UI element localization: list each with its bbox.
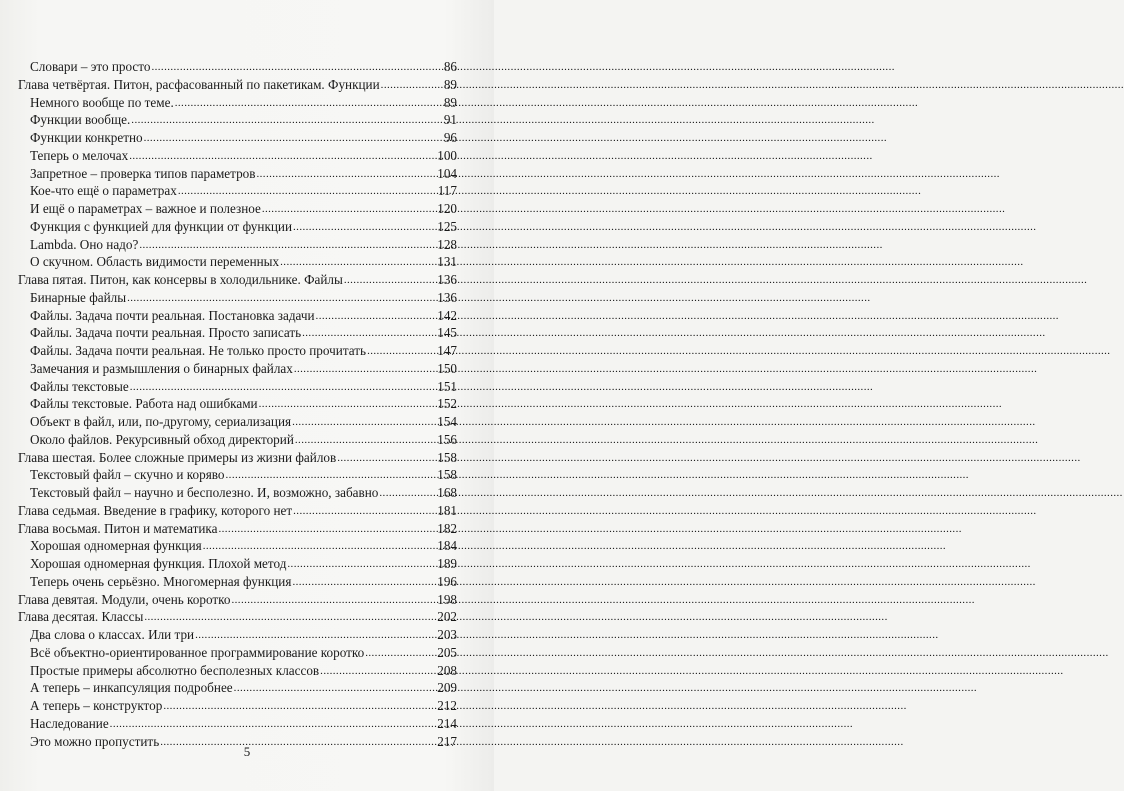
toc-section-entry (18, 129, 457, 147)
toc-entry-title: Глава шестая. Более сложные примеры из жизни файлов (18, 449, 337, 465)
toc-section-entry (18, 573, 457, 591)
toc-section-entry (18, 58, 457, 76)
toc-entry-page: 86 (443, 59, 457, 74)
toc-entry-page: 156 (437, 431, 457, 447)
toc-section-entry (18, 289, 457, 307)
toc-entry-page: 154 (437, 414, 457, 429)
toc-section-entry (18, 466, 457, 484)
toc-entry-page: 100 (437, 147, 457, 163)
toc-chapter-entry (18, 449, 457, 467)
toc-entry-page: 136 (437, 289, 457, 305)
toc-section-entry (18, 555, 457, 573)
toc-entry-title: Файлы. Задача почти реальная. Просто записать (30, 325, 302, 341)
toc-entry-title: Функции вообще. (30, 112, 131, 128)
toc-chapter-entry (18, 271, 457, 289)
toc-entry-page: 202 (437, 609, 457, 625)
toc-entry-page: 142 (437, 307, 457, 323)
toc-entry-page: 203 (437, 627, 457, 642)
toc-entry-page: 189 (437, 556, 457, 571)
toc-entry-page: 196 (437, 573, 457, 589)
toc-section-entry (18, 679, 457, 697)
toc-section-entry (18, 378, 457, 396)
toc-section-entry (18, 182, 457, 200)
toc-entry-page: 120 (437, 201, 457, 216)
toc-section-entry (18, 94, 457, 112)
toc-entry-page: 150 (437, 360, 457, 376)
toc-entry-title: Замечания и размышления о бинарных файлах (30, 360, 293, 376)
toc-entry-page: 217 (437, 733, 457, 749)
toc-entry-page: 209 (437, 680, 457, 696)
toc-section-entry (18, 484, 457, 502)
toc-entry-title: Глава девятая. Модули, очень коротко (18, 591, 231, 607)
page-number: 5 (243, 744, 251, 759)
toc-section-entry (18, 413, 457, 431)
toc-entry-title: Текстовый файл – скучно и коряво (30, 467, 225, 483)
toc-entry-page: 147 (437, 343, 457, 358)
toc-entry-title: Хорошая одномерная функция. Плохой метод (30, 556, 287, 571)
toc-entry-title: Глава седьмая. Введение в графику, которого нет (18, 502, 293, 518)
toc-section-entry (18, 360, 457, 378)
toc-entry-title: Lambda. Оно надо? (30, 236, 139, 252)
toc-entry-title: Глава пятая. Питон, как консервы в холодильнике. Файлы (18, 272, 343, 287)
toc-section-entry (18, 307, 457, 325)
toc-entry-title: Глава десятая. Классы (18, 609, 144, 625)
toc-entry-title: Хорошая одномерная функция (30, 538, 202, 554)
toc-entry-page: 96 (443, 130, 457, 145)
toc-entry-title: Глава четвёртая. Питон, расфасованный по пакетикам. Функции (18, 76, 380, 92)
toc-chapter-entry (18, 591, 457, 609)
toc-entry-title: Текстовый файл – научно и бесполезно. И, возможно, забавно (30, 485, 379, 500)
toc-entry-title: Теперь о мелочах (30, 147, 129, 163)
toc-entry-title: Немного вообще по теме. (30, 94, 174, 110)
toc-entry-page: 184 (437, 538, 457, 554)
toc-section-entry (18, 218, 457, 236)
toc-entry-page: 151 (437, 378, 457, 394)
book-page (0, 0, 494, 791)
toc-section-entry (18, 147, 457, 165)
toc-entry-title: А теперь – инкапсуляция подробнее (30, 680, 233, 696)
toc-entry-title: О скучном. Область видимости переменных (30, 254, 280, 270)
toc-section-entry (18, 395, 457, 413)
toc-entry-page: 91 (443, 112, 457, 128)
toc-chapter-entry (18, 608, 457, 626)
toc-entry-page: 152 (437, 396, 457, 412)
toc-entry-title: И ещё о параметрах – важное и полезное (30, 201, 261, 216)
toc-section-entry (18, 236, 457, 254)
toc-entry-title: Словари – это просто (30, 59, 151, 74)
toc-entry-page: 205 (437, 644, 457, 660)
toc-entry-page: 125 (437, 218, 457, 234)
toc-entry-page: 198 (437, 591, 457, 607)
toc-entry-page: 145 (437, 325, 457, 341)
toc-entry-page: 89 (443, 76, 457, 92)
toc-entry-title: Файлы текстовые. Работа над ошибками (30, 396, 258, 412)
toc-chapter-entry (18, 502, 457, 520)
toc-entry-page: 131 (437, 254, 457, 270)
toc-section-entry (18, 697, 457, 715)
toc-entry-page: 104 (437, 165, 457, 181)
toc-entry-page: 208 (437, 662, 457, 678)
toc-entry-title: Наследование (30, 715, 109, 731)
toc-entry-title: Файлы. Задача почти реальная. Постановка задачи (30, 307, 315, 323)
toc-entry-page: 136 (437, 272, 457, 287)
toc-entry-title: Запретное – проверка типов параметров (30, 165, 256, 181)
toc-entry-page: 89 (443, 94, 457, 110)
toc-entry-title: А теперь – конструктор (30, 698, 163, 713)
toc-section-entry (18, 324, 457, 342)
toc-entry-title: Функции конкретно (30, 130, 143, 145)
toc-chapter-entry (18, 76, 457, 94)
toc-section-entry (18, 111, 457, 129)
toc-section-entry (18, 644, 457, 662)
toc-entry-page: 158 (437, 467, 457, 483)
toc-entry-title: Функция с функцией для функции от функции (30, 218, 293, 234)
toc-entry-title: Файлы. Задача почти реальная. Не только просто прочитать (30, 343, 367, 358)
toc-entry-title: Глава восьмая. Питон и математика (18, 520, 218, 536)
toc-entry-title: Простые примеры абсолютно бесполезных классов (30, 662, 320, 678)
toc-entry-title: Всё объектно-ориентированное программирование коротко (30, 644, 365, 660)
toc-entry-page: 168 (437, 485, 457, 500)
toc-section-entry (18, 715, 457, 733)
toc-chapter-entry (18, 520, 457, 538)
toc-entry-page: 158 (437, 449, 457, 465)
toc-section-entry (18, 253, 457, 271)
toc-entry-page: 182 (437, 520, 457, 536)
toc-entry-page: 212 (437, 698, 457, 713)
toc-entry-page: 181 (437, 502, 457, 518)
toc-section-entry (18, 431, 457, 449)
toc-entry-title: Теперь очень серьёзно. Многомерная функция (30, 573, 292, 589)
toc-entry-title: Два слова о классах. Или три (30, 627, 195, 642)
toc-section-entry (18, 626, 457, 644)
toc-section-entry (18, 662, 457, 680)
toc-section-entry (18, 200, 457, 218)
toc-entry-page: 117 (437, 183, 457, 199)
toc-entry-title: Объект в файл, или, по-другому, сериализация (30, 414, 292, 429)
toc-entry-page: 214 (437, 715, 457, 731)
toc-entry-title: Бинарные файлы (30, 289, 127, 305)
toc-entry-title: Это можно пропустить (30, 733, 160, 749)
toc-entry-title: Кое-что ещё о параметрах (30, 183, 177, 199)
toc-section-entry (18, 342, 457, 360)
toc-section-entry (18, 165, 457, 183)
toc-section-entry (18, 537, 457, 555)
toc-entry-title: Около файлов. Рекурсивный обход директорий (30, 431, 294, 447)
table-of-contents (18, 58, 457, 750)
toc-entry-page: 128 (437, 236, 457, 252)
toc-entry-title: Файлы текстовые (30, 378, 129, 394)
